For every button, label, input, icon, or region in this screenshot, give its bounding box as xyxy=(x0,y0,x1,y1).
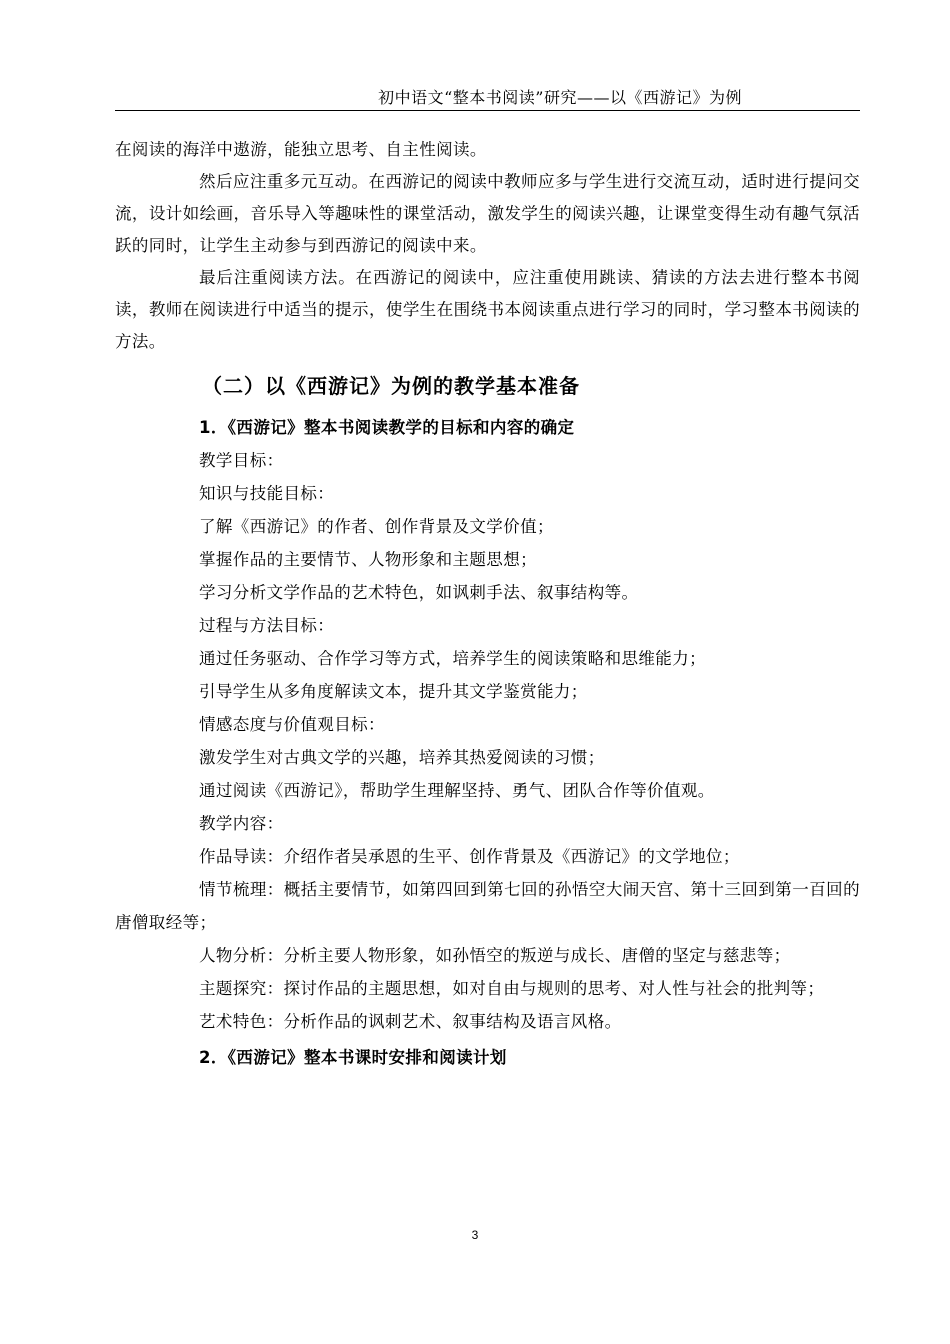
knowledge-goal-item: 掌握作品的主要情节、人物形象和主题思想； xyxy=(199,550,537,569)
content-item: 艺术特色：分析作品的讽刺艺术、叙事结构及语言风格。 xyxy=(199,1012,622,1031)
knowledge-goal-item: 了解《西游记》的作者、创作背景及文学价值； xyxy=(199,517,554,536)
subsection-heading-2: 2．《西游记》整本书课时安排和阅读计划 xyxy=(199,1048,507,1067)
process-goal-item: 引导学生从多角度解读文本，提升其文学鉴赏能力； xyxy=(199,682,588,701)
content-heading: 教学内容： xyxy=(199,814,284,833)
running-header: 初中语文“整本书阅读”研究——以《西游记》为例 xyxy=(378,88,742,107)
paragraph-continuation: 在阅读的海洋中遨游，能独立思考、自主性阅读。 xyxy=(115,140,487,159)
section-heading: （二）以《西游记》为例的教学基本准备 xyxy=(202,374,580,398)
content-item: 作品导读：介绍作者吴承恩的生平、创作背景及《西游记》的文学地位； xyxy=(199,847,740,866)
process-goals-heading: 过程与方法目标： xyxy=(199,616,335,635)
emotion-goal-item: 激发学生对古典文学的兴趣，培养其热爱阅读的习惯； xyxy=(199,748,605,767)
goals-heading: 教学目标： xyxy=(199,451,284,470)
content-item: 主题探究：探讨作品的主题思想，如对自由与规则的思考、对人性与社会的批判等； xyxy=(199,979,825,998)
process-goal-item: 通过任务驱动、合作学习等方式，培养学生的阅读策略和思维能力； xyxy=(199,649,706,668)
paragraph-interaction: 然后应注重多元互动。在西游记的阅读中教师应多与学生进行交流互动，适时进行提问交流，设计如绘画，音乐导入等趣味性的课堂活动，激发学生的阅读兴趣，让课堂变得生动有趣气氛活跃的同时，让学生主动参与到西游记的阅读中来。 xyxy=(115,172,860,255)
content-item: 人物分析：分析主要人物形象，如孙悟空的叛逆与成长、唐僧的坚定与慈悲等； xyxy=(199,946,791,965)
knowledge-goals-heading: 知识与技能目标： xyxy=(199,484,335,503)
knowledge-goal-item: 学习分析文学作品的艺术特色，如讽刺手法、叙事结构等。 xyxy=(199,583,639,602)
emotion-goal-item: 通过阅读《西游记》，帮助学生理解坚持、勇气、团队合作等价值观。 xyxy=(199,781,715,800)
body-text xyxy=(115,134,860,1074)
page-number: 3 xyxy=(471,1228,479,1242)
emotion-goals-heading: 情感态度与价值观目标： xyxy=(199,715,385,734)
paragraph-method: 最后注重阅读方法。在西游记的阅读中，应注重使用跳读、猜读的方法去进行整本书阅读，教师在阅读进行中适当的提示，使学生在围绕书本阅读重点进行学习的同时，学习整本书阅读的方法。 xyxy=(115,268,860,351)
content-item: 情节梳理：概括主要情节，如第四回到第七回的孙悟空大闹天宫、第十三回到第一百回的唐僧取经等； xyxy=(115,880,860,932)
subsection-heading-1: 1．《西游记》整本书阅读教学的目标和内容的确定 xyxy=(199,418,575,437)
header-rule xyxy=(115,110,860,111)
